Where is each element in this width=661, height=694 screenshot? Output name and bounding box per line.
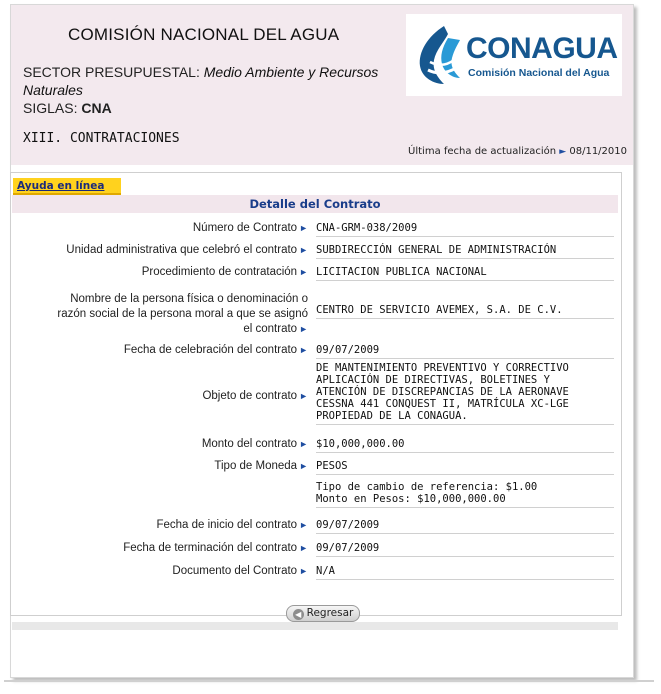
arrow-icon: ► (299, 461, 308, 471)
last-update (408, 146, 627, 157)
arrow-icon: ► (299, 324, 308, 334)
update-date: 08/11/2010 (569, 146, 627, 157)
arrow-icon: ► (299, 566, 308, 576)
field-value: SUBDIRECCIÓN GENERAL DE ADMINISTRACIÓN (316, 244, 614, 259)
back-button-label: Regresar (306, 607, 354, 619)
arrow-icon: ► (299, 391, 308, 401)
logo-subtitle: Comisión Nacional del Agua (468, 67, 610, 79)
field-value: CNA-GRM-038/2009 (316, 222, 614, 237)
field-label: Tipo de Moneda ► (214, 460, 308, 472)
field-value: $10,000,000.00 (316, 438, 614, 453)
field-value: LICITACION PUBLICA NACIONAL (316, 266, 614, 281)
field-label: Procedimiento de contratación ► (141, 266, 308, 278)
online-help-link[interactable]: Ayuda en línea (13, 178, 121, 195)
arrow-icon: ► (299, 520, 308, 530)
arrow-icon: ► (559, 147, 567, 157)
arrow-icon: ► (299, 345, 308, 355)
field-label: Fecha de celebración del contrato ► (123, 344, 308, 356)
field-value: 09/07/2009 (316, 519, 614, 534)
field-label: Monto del contrato ► (201, 438, 308, 450)
water-drop-icon (414, 22, 464, 88)
logo-wordmark: CONAGUA (466, 32, 618, 65)
sector-value: Medio Ambiente y Recursos Naturales (23, 64, 379, 98)
field-label: Número de Contrato ► (192, 222, 308, 234)
arrow-icon: ► (299, 245, 308, 255)
field-label: Fecha de inicio del contrato ► (156, 519, 308, 531)
field-label: Fecha de terminación del contrato ► (123, 542, 308, 554)
sector-info (23, 63, 383, 99)
field-value: 09/07/2009 (316, 344, 614, 359)
field-value: CENTRO DE SERVICIO AVEMEX, S.A. DE C.V. (316, 304, 614, 319)
siglas (23, 100, 112, 116)
field-value: N/A (316, 565, 614, 580)
arrow-icon: ► (299, 223, 308, 233)
siglas-label: SIGLAS: (23, 100, 78, 116)
back-arrow-icon: ◀ (293, 609, 304, 620)
footer-divider (4, 680, 654, 686)
field-value: DE MANTENIMIENTO PREVENTIVO Y CORRECTIVO APLICACIÓN DE DIRECTIVAS, BOLETINES Y ATENCIÓN DE DISCREPANCIAS DE LA AERONAVE CESSNA 441 CONQUEST II, MATRÍCULA XC-LGE PROPIEDAD DE LA CONAGUA. (316, 362, 614, 425)
sector-label: SECTOR PRESUPUESTAL: (23, 64, 200, 80)
agency-name: COMISIÓN NACIONAL DEL AGUA (68, 25, 340, 44)
back-button[interactable] (286, 605, 360, 622)
field-label: Nombre de la persona física o denominación o razón social de la persona moral a que se asignó el contrato ► (57, 293, 308, 335)
arrow-icon: ► (299, 439, 308, 449)
field-value: PESOS (316, 460, 614, 475)
field-label: Documento del Contrato ► (172, 565, 308, 577)
arrow-icon: ► (299, 543, 308, 553)
update-label: Última fecha de actualización (408, 146, 557, 157)
siglas-value: CNA (81, 100, 112, 116)
field-label: Unidad administrativa que celebró el contrato ► (66, 244, 308, 256)
header (11, 5, 633, 165)
detail-title: Detalle del Contrato (12, 195, 618, 213)
field-value: 09/07/2009 (316, 542, 614, 557)
section-title: XIII. CONTRATACIONES (23, 131, 180, 146)
field-value: Tipo de cambio de referencia: $1.00 Monto en Pesos: $10,000,000.00 (316, 481, 614, 508)
panel-bottom-bar (12, 622, 618, 630)
field-label: Objeto de contrato ► (202, 390, 308, 402)
conagua-logo (406, 14, 622, 96)
arrow-icon: ► (299, 267, 308, 277)
